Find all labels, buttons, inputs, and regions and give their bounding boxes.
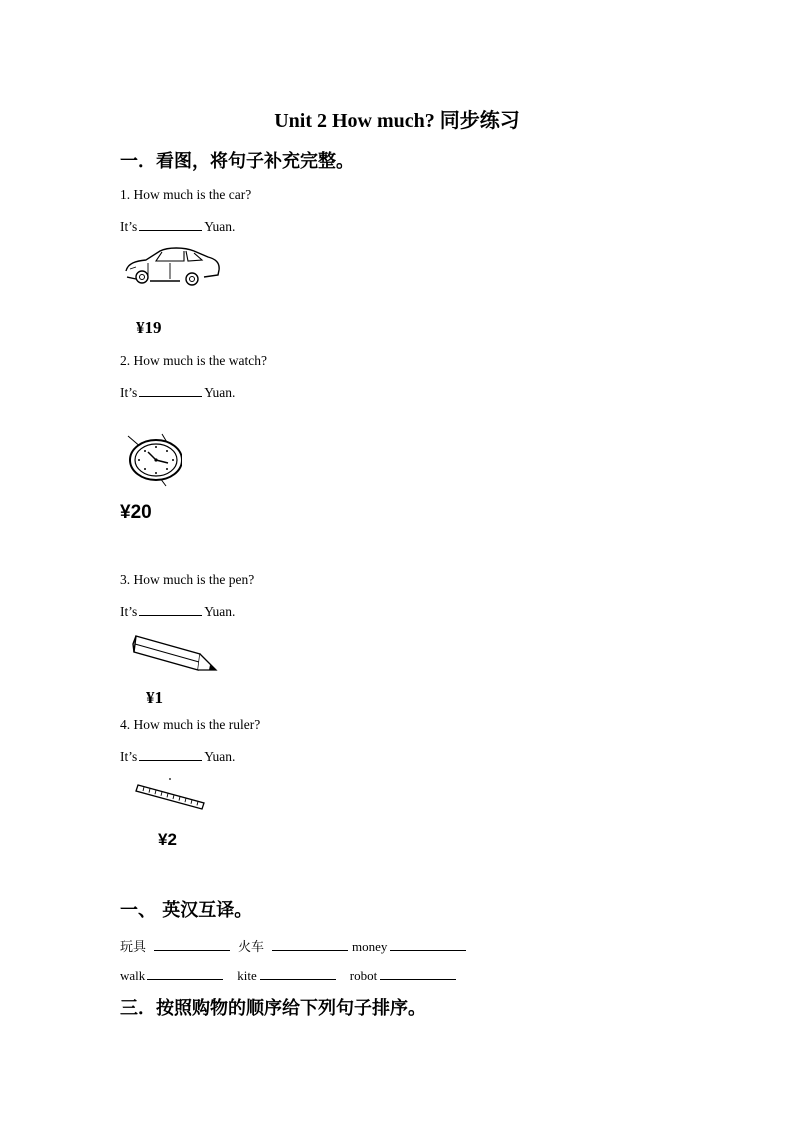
vocab-row-1 [120, 936, 469, 955]
price-ruler: ¥2 [158, 830, 177, 849]
section3-heading: 三．按照购物的顺序给下列句子排序。 [120, 998, 426, 1019]
vocab-word: walk [120, 968, 146, 983]
answer-suffix: Yuan. [204, 385, 236, 400]
answer-suffix: Yuan. [204, 604, 236, 619]
car-picture [122, 243, 222, 289]
answer-blank[interactable] [139, 384, 202, 397]
price-car: ¥19 [136, 318, 162, 337]
price-pen: ¥1 [146, 688, 163, 707]
section2-heading: 一、 英汉互译。 [120, 900, 253, 921]
vocab-blank[interactable] [147, 967, 223, 980]
answer-prefix: It’s [120, 219, 138, 234]
watch-picture [124, 430, 186, 488]
answer-suffix: Yuan. [204, 749, 236, 764]
question-2: 2. How much is the watch? [120, 353, 267, 368]
answer-blank[interactable] [139, 748, 202, 761]
ruler-picture [134, 775, 208, 813]
answer-blank[interactable] [139, 603, 202, 616]
answer-suffix: Yuan. [204, 219, 236, 234]
price-watch: ¥20 [120, 502, 152, 523]
vocab-row-2 [120, 967, 459, 984]
answer-line-3 [120, 603, 235, 620]
vocab-word: 火车 [238, 939, 265, 954]
vocab-blank[interactable] [272, 938, 348, 951]
page-title: Unit 2 How much? 同步练习 [274, 110, 520, 132]
vocab-word: robot [349, 968, 378, 983]
answer-prefix: It’s [120, 385, 138, 400]
answer-blank[interactable] [139, 218, 202, 231]
section1-heading: 一．看图，将句子补充完整。 [120, 151, 354, 172]
answer-line-1 [120, 218, 235, 235]
answer-prefix: It’s [120, 604, 138, 619]
answer-line-2 [120, 384, 235, 401]
vocab-blank[interactable] [380, 967, 456, 980]
vocab-word: money [352, 939, 388, 954]
vocab-word: 玩具 [120, 939, 147, 954]
vocab-blank[interactable] [390, 938, 466, 951]
vocab-blank[interactable] [260, 967, 336, 980]
vocab-word: kite [237, 968, 257, 983]
question-3: 3. How much is the pen? [120, 572, 255, 587]
vocab-blank[interactable] [154, 938, 230, 951]
answer-line-4 [120, 748, 235, 765]
pencil-picture [130, 630, 218, 678]
question-4: 4. How much is the ruler? [120, 717, 261, 732]
answer-prefix: It’s [120, 749, 138, 764]
question-1: 1. How much is the car? [120, 187, 252, 202]
